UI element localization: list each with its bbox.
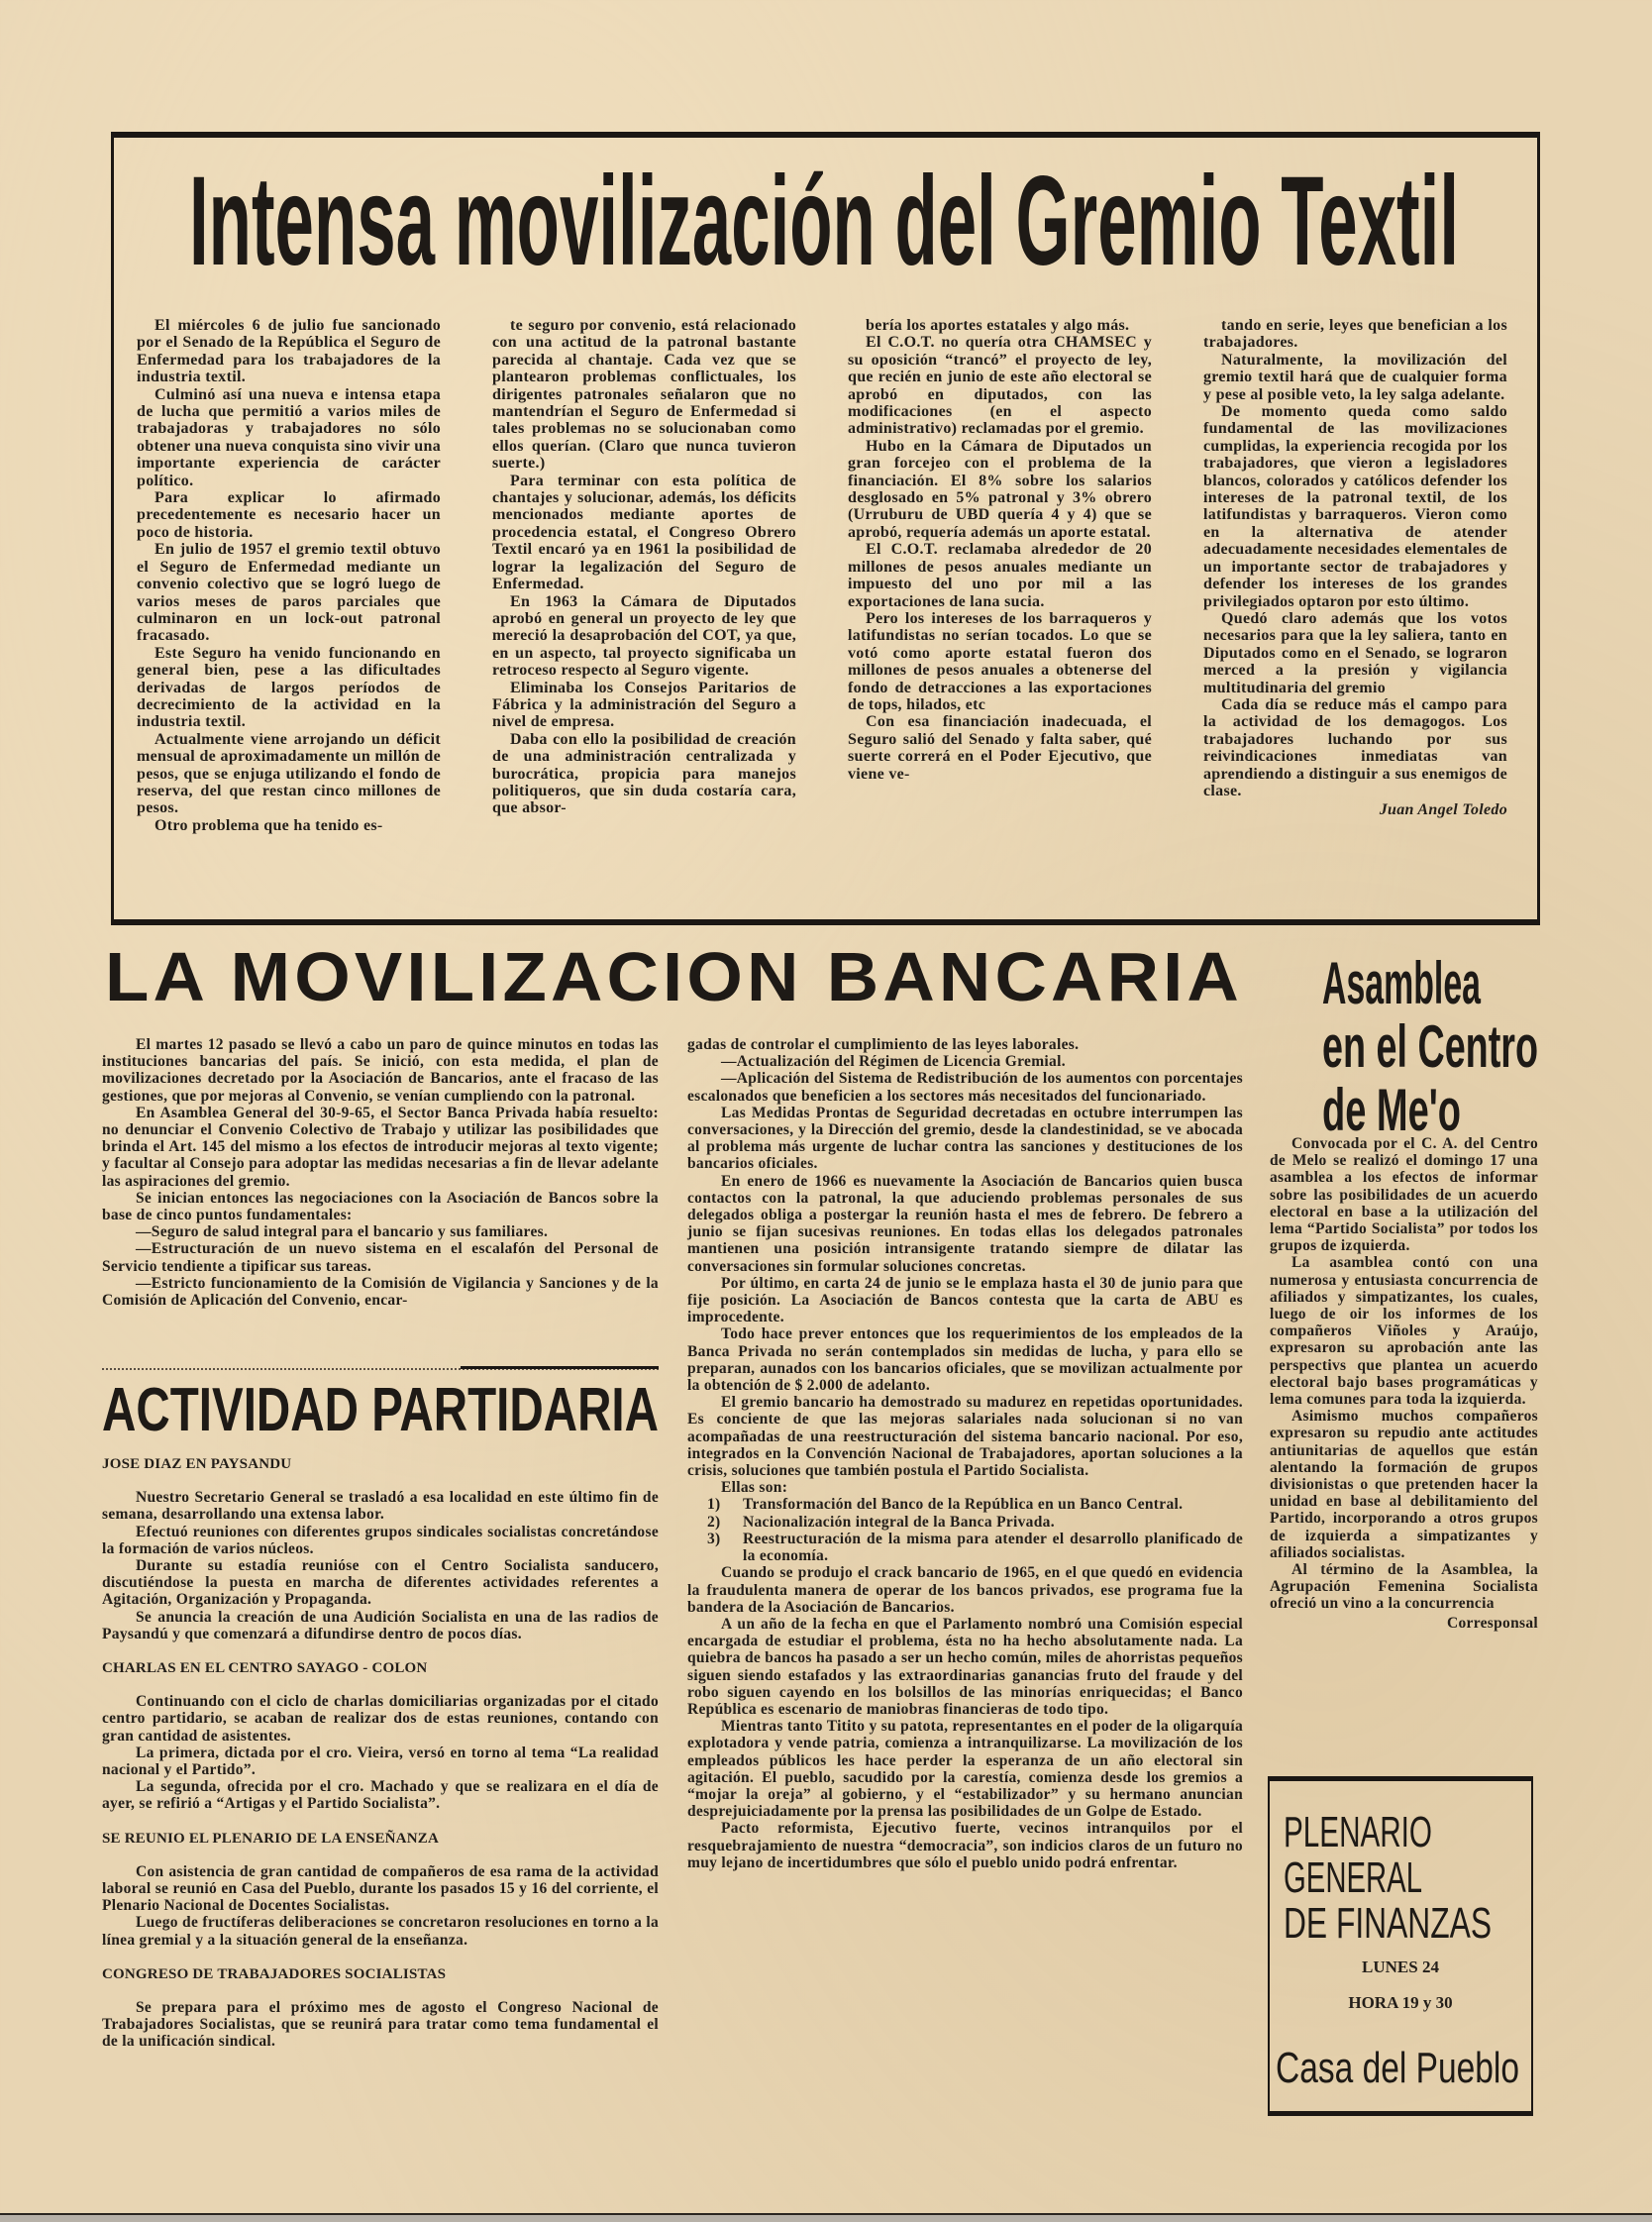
asamblea-headline-line-1	[1322, 950, 1602, 1016]
actividad-headline	[102, 1376, 659, 1444]
paragraph: Culminó así una nueva e intensa etapa de lucha que permitió a varios miles de trabajadoras y trabajadores no sólo obtener una nueva conquista sino vivir una importante experiencia de carácter político.	[137, 385, 441, 489]
paragraph: Mientras tanto Titito y su patota, representantes en el poder de la oligarquía explotadora y vende patria, comienza a intranquilizarse. La movilización de los empleados públicos les hace perder la esperanza de un año electoral sin agitación. El pueblo, sacudido por la carestía, comienza desde los gremios a “mojar la oreja” al gobierno, y el “estabilizador” y su hermano anuncian desprejuiciadamente por la prensa las posibilidades de un Golpe de Estado.	[687, 1718, 1243, 1821]
paragraph: Para terminar con esta política de chantajes y solucionar, además, los déficits mencionados mediante aportes de procedencia estatal, el Congreso Obrero Textil encaró ya en 1961 la posibilidad de lograr la legalización del Seguro de Enfermedad.	[492, 472, 796, 593]
plenario-title-line-3	[1284, 1899, 1572, 1948]
headline-text: de Me'o	[1322, 1077, 1461, 1143]
paragraph: Se prepara para el próximo mes de agosto el Congreso Nacional de Trabajadores Socialistas, que se reunirá para tratar como tema fundamental el de la unificación sindical.	[102, 1999, 659, 2051]
section-heading: CONGRESO DE TRABAJADORES SOCIALISTAS	[102, 1965, 447, 1982]
news-section	[102, 1660, 659, 1813]
paragraph: Asimismo muchos compañeros expresaron su repudio ante actitudes antiunitarias de aquellos que están alentando la formación de grupos divisionistas o que pretenden hacer la unidad en base al debilitamiento del Partido, incorporando a otros grupos de izquierda a simpatizantes y afiliados socialistas.	[1270, 1408, 1538, 1561]
list-item	[687, 1531, 1243, 1564]
page-bottom-edge	[0, 2213, 1652, 2222]
paragraph: Pacto reformista, Ejecutivo fuerte, vecinos intranquilos por el resquebrajamiento de nuestra “democracia”, son indicios claros de un futuro no muy lejano de incertidumbres que sólo el pueblo unido podrá enfrentar.	[687, 1820, 1243, 1871]
paragraph: Efectuó reuniones con diferentes grupos sindicales socialistas concretándose la formación de varios núcleos.	[102, 1523, 659, 1557]
news-section	[102, 1456, 659, 1642]
textil-column-4	[1203, 317, 1507, 819]
paragraph: Quedó claro además que los votos necesarios para que la ley saliera, tanto en Diputados como en el Senado, se lograron merced a la presión y vigilancia multitudinaria del gremio	[1203, 609, 1507, 696]
paragraph: Con asistencia de gran cantidad de compañeros de esa rama de la actividad laboral se reunió en Casa del Pueblo, durante los pasados 15 y 16 del corriente, el Plenario Nacional de Docentes Socialistas.	[102, 1862, 659, 1915]
section-heading: CHARLAS EN EL CENTRO SAYAGO - COLON	[102, 1660, 428, 1677]
paragraph: El C.O.T. no quería otra CHAMSEC y su oposición “trancó” el proyecto de ley, que recién en junio de este año electoral se aprobó en diputados, con las modificaciones (en el aspecto administrativo) reclamadas por el gremio.	[848, 334, 1152, 438]
paragraph: Cuando se produjo el crack bancario de 1965, en el que quedó en evidencia la fraudulenta manera de operar de los bancos privados, ese programa fue la bandera de la Asociación de Bancarios.	[687, 1564, 1243, 1616]
notice-text: GENERAL	[1284, 1853, 1422, 1902]
paragraph: —Aplicación del Sistema de Redistribución de los aumentos con porcentajes escalonados que beneficien a los sectores más necesitados del funcionariado.	[687, 1070, 1243, 1105]
paragraph: El miércoles 6 de julio fue sancionado por el Senado de la República el Seguro de Enfermedad para los trabajadores de la industria textil.	[137, 317, 441, 386]
paragraph: Se inician entonces las negociaciones con la Asociación de Bancos sobre la base de cinco puntos fundamentales:	[102, 1189, 659, 1224]
paragraph: Convocada por el C. A. del Centro de Melo se realizó el domingo 17 una asamblea a los efectos de informar sobre las posibilidades de un acuerdo electoral en base a la utilización del lema “Partido Socialista” por todos los grupos de izquierda.	[1270, 1135, 1538, 1255]
bancaria-column-1	[102, 1036, 659, 1309]
paragraph: Al término de la Asamblea, la Agrupación Femenina Socialista ofreció un vino a la concurrencia	[1270, 1561, 1538, 1613]
actividad-body	[102, 1456, 659, 2051]
asamblea-headline-line-2	[1322, 1013, 1652, 1080]
plenario-title-line-2	[1284, 1853, 1492, 1902]
section-heading: SE REUNIO EL PLENARIO DE LA ENSEÑANZA	[102, 1830, 439, 1847]
correspondent-signature: Corresponsal	[1446, 1614, 1538, 1632]
textil-headline-text: Intensa movilización del Gremio Textil	[189, 151, 1459, 292]
news-section	[102, 1966, 659, 2051]
paragraph: bería los aportes estatales y algo más.	[866, 317, 1130, 334]
bancaria-headline-text: LA MOVILIZACION BANCARIA	[105, 938, 1243, 1015]
paragraph: —Estructuración de un nuevo sistema en el escalafón del Personal de Servicio tendiente a tipificar sus tareas.	[102, 1240, 659, 1275]
headline-text: en el Centro	[1322, 1013, 1538, 1080]
paragraph: Todo hace prever entonces que los requerimientos de los empleados de la Banca Privada no serán contemplados sin medidas de lucha, y para ello se preparan, aunados con los bancarios oficiales, que se movilizan actualmente por la obtención de $ 2.000 de adelanto.	[687, 1325, 1243, 1395]
paragraph: El C.O.T. reclamaba alrededor de 20 millones de pesos anuales mediante un impuesto del uno por mil a las exportaciones de lana sucia.	[848, 541, 1152, 610]
paragraph: El gremio bancario ha demostrado su madurez en repetidas oportunidades. Es conciente de que las mejoras salariales nada solucionan si no van acompañadas de una reestructuración del sistema bancario nacional. Por eso, integrados en la Convención Nacional de Trabajadores, aportan soluciones a la crisis, soluciones que también postula el Partido Socialista.	[687, 1394, 1243, 1480]
bancaria-column-2-text	[687, 1053, 1243, 1496]
paragraph: En enero de 1966 es nuevamente la Asociación de Bancarios quien busca contactos con la patronal, la que aduciendo problemas personales de sus delegados obliga a postergar la reunión hasta el mes de febrero. De febrero a junio se fijan sucesivas reuniones. En todas ellas los delegados patronales mantienen una posición intransigente tratando siempre de dilatar las conversaciones sin formular soluciones concretas.	[687, 1172, 1243, 1275]
paragraph: En Asamblea General del 30-9-65, el Sector Banca Privada había resuelto: no denunciar el Convenio Colectivo de Trabajo y utilizar las posibilidades que brinda el Art. 145 del mismo a los efectos de introducir mejoras al texto vigente; y facultar al Consejo para adoptar las medidas necesarias a fin de llevar adelante las aspiraciones del gremio.	[102, 1104, 659, 1190]
paragraph: Daba con ello la posibilidad de creación de una administración centralizada y burocrática, propicia para manejos politiqueros, que sin duda costaría cara, que absor-	[492, 730, 796, 817]
paragraph: Eliminaba los Consejos Paritarios de Fábrica y la administración del Seguro a nivel de empresa.	[492, 679, 796, 731]
bancaria-column-2-text-end	[687, 1564, 1243, 1871]
paragraph: La primera, dictada por el cro. Vieira, versó en torno al tema “La realidad nacional y el Partido”.	[102, 1744, 659, 1779]
paragraph: Cada día se reduce más el campo para la actividad de los demagogos. Los trabajadores luchando por sus reivindicaciones inmediatas van aprendiendo a distinguir a sus enemigos de clase.	[1203, 695, 1507, 799]
paragraph: Durante su estadía reunióse con el Centro Socialista sanducero, discutiéndose la puesta en marcha de diferentes actividades referentes a Agitación, Organización y Propaganda.	[102, 1557, 659, 1609]
section-heading: JOSE DIAZ EN PAYSANDU	[102, 1456, 292, 1472]
plenario-date: LUNES 24	[1362, 1957, 1439, 1976]
plenario-place	[1276, 2044, 1596, 2092]
notice-text: Casa del Pueblo	[1276, 2044, 1519, 2092]
paragraph: Se anuncia la creación de una Audición Socialista en una de las radios de Paysandú y que comenzará a difundirse dentro de pocos días.	[102, 1608, 659, 1642]
notice-text: PLENARIO	[1284, 1808, 1432, 1856]
list-item	[687, 1514, 1243, 1531]
asamblea-text	[1270, 1135, 1538, 1613]
paragraph: te seguro por convenio, está relacionado con una actitud de la patronal bastante parecida al chantaje. Cada vez que se plantearon problemas conflictuales, los dirigentes patronales señalaron que no mantendrían el Seguro de Enfermedad si tales problemas no se solucionaban como ellos querían. (Claro que nunca tuvieron suerte.)	[492, 317, 796, 473]
paragraph: La segunda, ofrecida por el cro. Machado y que se realizara en el día de ayer, se refirió a “Artigas y el Partido Socialista”.	[102, 1778, 659, 1813]
paragraph: Este Seguro ha venido funcionando en general bien, pese a las dificultades derivadas de largos períodos de decrecimiento de la actividad en la industria textil.	[137, 644, 441, 731]
paragraph: Con esa financiación inadecuada, el Seguro salió del Senado y falta saber, qué suerte correrá en el Poder Ejecutivo, que viene ve-	[848, 713, 1152, 783]
textil-column-3	[848, 317, 1152, 783]
plenario-title-line-1	[1284, 1808, 1504, 1856]
paragraph: Continuando con el ciclo de charlas domiciliarias organizadas por el citado centro partidario, se acaban de realizar dos de estas reuniones, contando con gran cantidad de asistentes.	[102, 1693, 659, 1745]
paragraph: Luego de fructíferas deliberaciones se concretaron resoluciones en torno a la línea gremial y a la situación general de la enseñanza.	[102, 1914, 659, 1949]
paragraph: gadas de controlar el cumplimiento de las leyes laborales.	[687, 1036, 1080, 1053]
paragraph: El martes 12 pasado se llevó a cabo un paro de quince minutos en todas las instituciones bancarias del país. Se inició, con esta medida, el plan de movilizaciones decretado por la Asociación de Bancarios, ante el fracaso de las gestiones, que por mejoras al Convenio, se venían cumpliendo con la patronal.	[102, 1036, 659, 1105]
news-section	[102, 1831, 659, 1949]
paragraph: La asamblea contó con una numerosa y entusiasta concurrencia de afiliados y simpatizantes, los cuales, luego de oir los informes de los compañeros Viñoles y Araújo, expresaron su aprobación ante las perspectivs que plantea un acuerdo electoral bajo bases programáticas y lema comunes para toda la izquierda.	[1270, 1254, 1538, 1409]
list-number: 3)	[707, 1530, 721, 1547]
textil-column-2	[492, 317, 796, 817]
paragraph: Para explicar lo afirmado precedentemente es necesario hacer un poco de historia.	[137, 489, 441, 541]
textil-column-4-text	[1203, 317, 1507, 799]
proposals-list	[687, 1496, 1243, 1564]
paragraph: Por último, en carta 24 de junio se le emplaza hasta el 30 de junio para que fije posición. La Asociación de Bancos contesta que la carta de ABU es improcedente.	[687, 1274, 1243, 1326]
asamblea-body	[1270, 1135, 1538, 1632]
headline-text: Asamblea	[1322, 950, 1481, 1016]
actividad-headline-text: ACTIVIDAD PARTIDARIA	[102, 1376, 659, 1444]
bancaria-headline	[105, 938, 1243, 1015]
section-divider-solid	[461, 1366, 659, 1369]
list-item	[687, 1496, 1243, 1513]
paragraph: Pero los intereses de los barraqueros y latifundistas no serían tocados. Lo que se votó como aporte estatal fueron dos millones de pesos anuales a obtenerse del fondo de detracciones a las exportaciones de tops, hilados, etc	[848, 609, 1152, 713]
textil-headline	[189, 151, 1459, 292]
paragraph: Actualmente viene arrojando un déficit mensual de aproximadamente un millón de pesos, que se enjuga utilizando el fondo de reserva, del que restan cinco millones de pesos.	[137, 730, 441, 817]
paragraph: A un año de la fecha en que el Parlamento nombró una Comisión especial encargada de estudiar el problema, ésta no ha hecho absolutamente nada. La quiebra de bancos ha pasado a ser un hecho común, miles de ahorristas pequeños siguen siendo estafados y las extraordinarias ganancias fruto del fraude y del robo siguen cayendo en los bolsillos de las minorías enriquecidas; el Banco República es escenario de maniobras financieras de todo tipo.	[687, 1615, 1243, 1718]
bancaria-column-2	[687, 1036, 1243, 1871]
paragraph: —Estricto funcionamiento de la Comisión de Vigilancia y Sanciones y de la Comisión de Aplicación del Convenio, encar-	[102, 1274, 659, 1310]
paragraph: tando en serie, leyes que benefician a los trabajadores.	[1203, 317, 1507, 352]
paragraph: Las Medidas Prontas de Seguridad decretadas en octubre interrumpen las conversaciones, y la Dirección del gremio, desde la clandestinidad, se ve abocada al problema más urgente de luchar contra las sanciones y destituciones de los bancarios oficiales.	[687, 1104, 1243, 1173]
list-text: Reestructuración de la misma para atender el desarrollo planificado de la economía.	[743, 1530, 1243, 1565]
paragraph: De momento queda como saldo fundamental de las movilizaciones cumplidas, la experiencia recogida por los trabajadores, que vieron a legisladores blancos, colorados y católicos defender los intereses de la patronal textil, de los latifundistas y barraqueros. Vieron como en la alternativa de atender adecuadamente necesidades elementales de un importante sector de trabajadores y defender los intereses de los grandes privilegiados optaron por esto último.	[1203, 403, 1507, 610]
notice-text: DE FINANZAS	[1284, 1899, 1492, 1948]
asamblea-headline-line-3	[1322, 1077, 1541, 1143]
paragraph: Ellas son:	[721, 1479, 788, 1497]
textil-column-1	[137, 317, 441, 834]
paragraph: Nuestro Secretario General se trasladó a esa localidad en este último fin de semana, desarrollando una extensa labor.	[102, 1489, 659, 1524]
paragraph: Naturalmente, la movilización del gremio textil hará que de cualquier forma y pese al posible veto, la ley salga adelante.	[1203, 351, 1507, 403]
paragraph: —Actualización del Régimen de Licencia Gremial.	[721, 1053, 1066, 1071]
list-number: 2)	[707, 1513, 721, 1531]
paragraph: En 1963 la Cámara de Diputados aprobó en general un proyecto de ley que mereció la desaprobación del COT, ya que, en un aspecto, tal proyecto significaba un retroceso respecto al Seguro vigente.	[492, 592, 796, 680]
list-text: Transformación del Banco de la República en un Banco Central.	[743, 1496, 1184, 1514]
plenario-notice-box	[1268, 1776, 1533, 2116]
paragraph: —Seguro de salud integral para el bancario y sus familiares.	[136, 1223, 549, 1241]
plenario-time: HORA 19 y 30	[1348, 1993, 1453, 2012]
list-text: Nacionalización integral de la Banca Privada.	[743, 1513, 1055, 1531]
paragraph: Otro problema que ha tenido es-	[155, 816, 383, 834]
paragraph: Hubo en la Cámara de Diputados un gran forcejeo con el problema de la financiación. El 8% sobre los salarios desglosado en 5% patronal y 3% obrero (Urruburu de UBD quería 4 y 4) que se aprobó, requería además un aporte estatal.	[848, 437, 1152, 541]
paragraph: En julio de 1957 el gremio textil obtuvo el Seguro de Enfermedad mediante un convenio colectivo que se logró luego de varios meses de paros parciales que culminaron en un lock-out patronal fracasado.	[137, 541, 441, 645]
author-signature: Juan Angel Toledo	[1379, 801, 1507, 819]
list-number: 1)	[707, 1496, 721, 1514]
